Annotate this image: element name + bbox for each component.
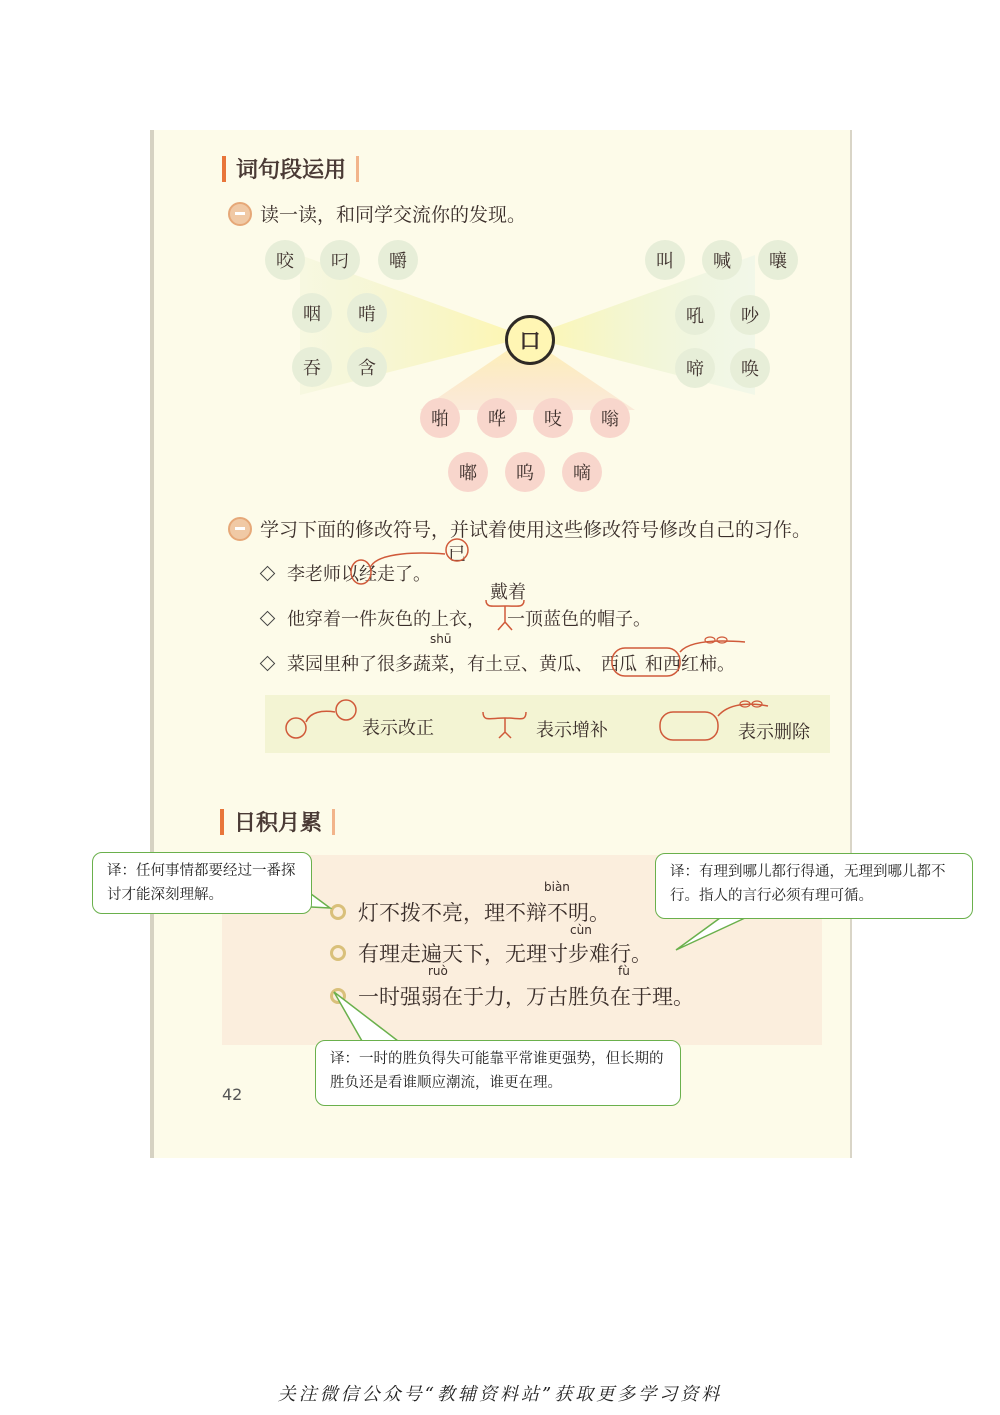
char-right-2: 喊 <box>702 240 742 280</box>
example-1-text: 李老师以经走了。 <box>287 564 431 585</box>
char-left-3: 嚼 <box>378 240 418 280</box>
proverb-3-text: 一时强弱在于力，万古胜负在于理。 <box>358 985 694 1009</box>
pinyin-cun: cùn <box>570 923 592 937</box>
char-right-7: 唤 <box>730 348 770 388</box>
example-1-insert: 已 <box>448 544 466 565</box>
translation-bubble-2: 译：有理到哪儿都行得通，无理到哪儿都不行。指人的言行必须有理可循。 <box>655 853 973 919</box>
example-2-insert: 戴着 <box>490 582 526 603</box>
pinyin-ruo: ruò <box>428 964 448 978</box>
translation-bubble-1: 译：任何事情都要经过一番探讨才能深刻理解。 <box>92 852 312 914</box>
char-left-6: 吞 <box>292 347 332 387</box>
legend-delete: 表示删除 <box>738 722 810 743</box>
example-3-before: 菜园里种了很多蔬菜，有土豆、黄瓜、 <box>287 654 593 675</box>
char-right-4: 吼 <box>675 295 715 335</box>
proverb-2-text: 有理走遍天下，无理寸步难行。 <box>358 942 652 966</box>
proverb-1-text: 灯不拨不亮，理不辩不明。 <box>358 901 610 925</box>
translation-bubble-3: 译：一时的胜负得失可能靠平常谁更强势，但长期的胜负还是看谁顺应潮流，谁更在理。 <box>315 1040 681 1106</box>
example-2-after: 一顶蓝色的帽子。 <box>507 609 651 630</box>
footer-watermark: 关注微信公众号“教辅资料站”获取更多学习资料 <box>277 1384 723 1405</box>
question-1-text: 读一读，和同学交流你的发现。 <box>260 204 527 226</box>
legend-insert: 表示增补 <box>536 720 608 741</box>
legend-correct: 表示改正 <box>362 718 434 739</box>
char-bottom-5: 嘟 <box>448 452 488 492</box>
char-left-2: 叼 <box>320 240 360 280</box>
char-right-3: 嚷 <box>758 240 798 280</box>
char-bottom-6: 呜 <box>505 452 545 492</box>
char-left-7: 含 <box>347 347 387 387</box>
pinyin-shu: shū <box>430 632 452 646</box>
char-right-6: 啼 <box>675 348 715 388</box>
char-bottom-2: 哗 <box>477 398 517 438</box>
question-2-text: 学习下面的修改符号，并试着使用这些修改符号修改自己的习作。 <box>260 519 812 541</box>
page-number: 42 <box>222 1085 243 1104</box>
example-3-deleted: 西瓜 <box>601 654 637 675</box>
char-left-1: 咬 <box>265 240 305 280</box>
char-left-4: 咽 <box>292 293 332 333</box>
char-bottom-4: 嗡 <box>590 398 630 438</box>
char-left-5: 啃 <box>347 293 387 333</box>
section1-title-text: 词句段运用 <box>236 158 347 183</box>
section2-title-text: 日积月累 <box>234 811 323 836</box>
pinyin-bian: biàn <box>544 880 570 894</box>
pinyin-fu: fù <box>618 964 630 978</box>
char-right-1: 叫 <box>645 240 685 280</box>
center-char-kou: 口 <box>505 315 555 365</box>
example-2-before: 他穿着一件灰色的上衣， <box>287 609 485 630</box>
example-3-after: 和西红柿。 <box>645 654 735 675</box>
char-bottom-1: 啪 <box>420 398 460 438</box>
char-bottom-3: 吱 <box>533 398 573 438</box>
char-right-5: 吵 <box>730 295 770 335</box>
char-bottom-7: 嘀 <box>562 452 602 492</box>
